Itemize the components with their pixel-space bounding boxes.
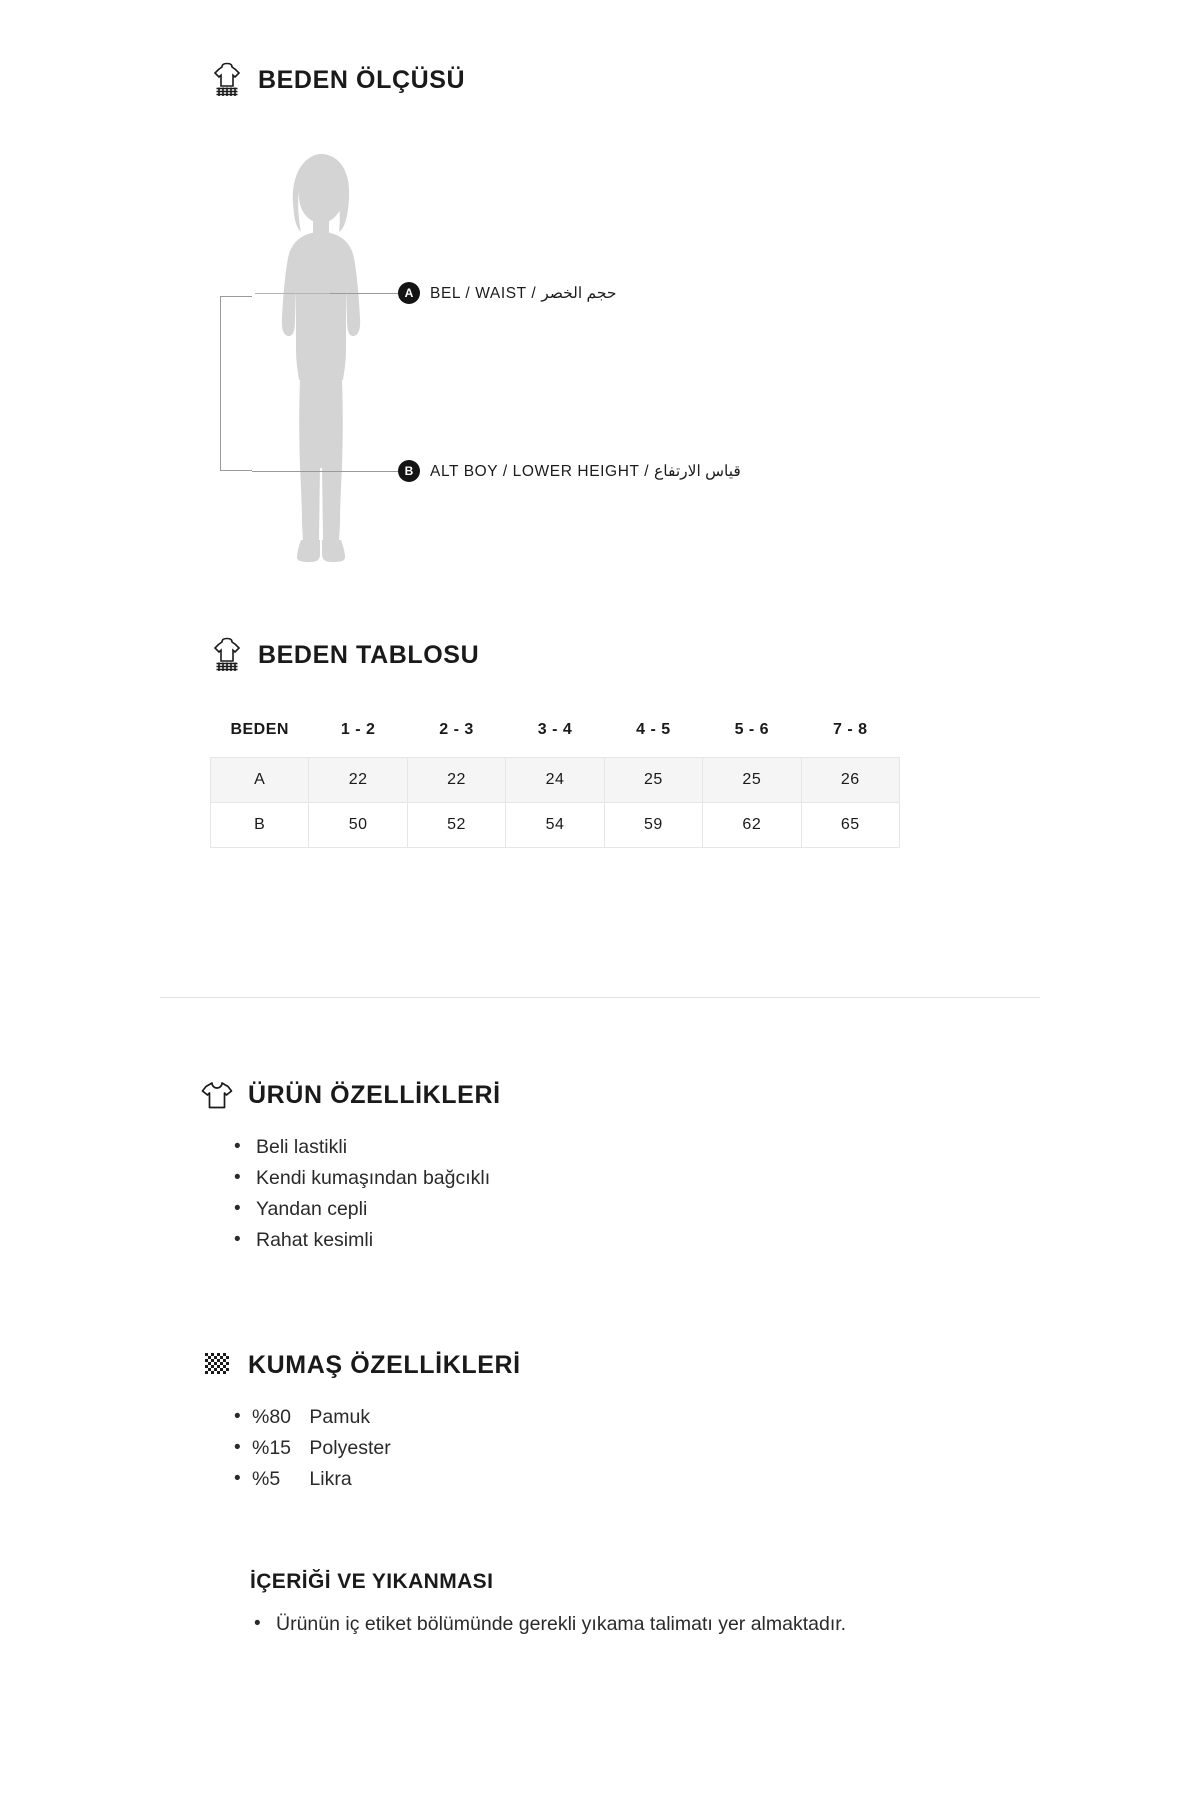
table-cell: 25 <box>703 758 801 803</box>
callout-a <box>398 282 616 304</box>
fabric-percent: %5 <box>252 1468 281 1490</box>
table-cell: 26 <box>801 758 899 803</box>
size-measure-heading <box>210 60 1030 100</box>
fabric-features-section <box>200 1345 1020 1496</box>
list-item <box>230 1403 1020 1432</box>
marker-a: A <box>398 282 420 304</box>
care-list <box>250 1610 1070 1639</box>
tshirt-icon <box>200 1075 234 1115</box>
child-silhouette <box>255 148 385 568</box>
fabric-name: Polyester <box>309 1437 391 1459</box>
table-header-cell: 4 - 5 <box>636 721 671 738</box>
table-row <box>211 803 900 848</box>
table-row <box>211 758 900 803</box>
table-cell: 65 <box>801 803 899 848</box>
size-table <box>210 713 900 848</box>
list-item <box>230 1465 1020 1494</box>
fabric-features-heading <box>200 1345 1020 1385</box>
lower-height-brace <box>220 296 252 471</box>
table-cell: 54 <box>506 803 604 848</box>
table-cell: 62 <box>703 803 801 848</box>
care-title: İÇERİĞİ VE YIKANMASI <box>250 1570 494 1593</box>
table-cell: 22 <box>309 758 407 803</box>
fabric-features-title: KUMAŞ ÖZELLİKLERİ <box>248 1350 521 1379</box>
fabric-percent: %80 <box>252 1406 292 1428</box>
product-features-section <box>200 1075 1020 1257</box>
kids-shirt-icon <box>210 635 244 675</box>
leader-a <box>330 293 405 294</box>
list-item: • Yandan cepli <box>230 1195 1020 1224</box>
table-header-row <box>211 713 900 758</box>
callout-b-label: ALT BOY / LOWER HEIGHT / قياس الارتفاع <box>430 462 741 480</box>
table-header-cell: 2 - 3 <box>439 721 474 738</box>
table-cell: 22 <box>407 758 505 803</box>
product-features-heading <box>200 1075 1020 1115</box>
leader-b <box>252 471 404 472</box>
list-item: • Ürünün iç etiket bölümünde gerekli yıkama talimatı yer almaktadır. <box>250 1610 870 1639</box>
row-label: B <box>211 803 309 848</box>
table-header-cell: 7 - 8 <box>833 721 868 738</box>
kids-shirt-icon <box>210 60 244 100</box>
measurement-diagram <box>210 148 1030 568</box>
list-item <box>230 1434 1020 1463</box>
callout-b <box>398 460 741 482</box>
fabric-percent: %15 <box>252 1437 292 1459</box>
fabric-swatch-icon <box>200 1345 234 1385</box>
row-label: A <box>211 758 309 803</box>
list-item: • Beli lastikli <box>230 1133 1020 1162</box>
section-divider <box>160 997 1040 998</box>
care-section <box>250 1570 1070 1641</box>
product-features-list <box>200 1133 1020 1255</box>
fabric-name: Likra <box>309 1468 352 1490</box>
table-header-cell: BEDEN <box>230 721 289 738</box>
list-item: • Rahat kesimli <box>230 1226 1020 1255</box>
fabric-name: Pamuk <box>309 1406 371 1428</box>
size-measure-title: BEDEN ÖLÇÜSÜ <box>258 65 466 94</box>
marker-b: B <box>398 460 420 482</box>
list-item: • Kendi kumaşından bağcıklı <box>230 1164 1020 1193</box>
size-table-title: BEDEN TABLOSU <box>258 640 480 669</box>
table-cell: 25 <box>604 758 702 803</box>
table-cell: 50 <box>309 803 407 848</box>
table-header-cell: 5 - 6 <box>734 721 770 738</box>
fabric-features-list <box>200 1403 1020 1494</box>
table-cell: 24 <box>506 758 604 803</box>
table-header-cell: 3 - 4 <box>537 721 573 738</box>
size-measure-section <box>210 60 1030 568</box>
callout-a-label: BEL / WAIST / حجم الخصر <box>430 284 617 302</box>
product-features-title: ÜRÜN ÖZELLİKLERİ <box>248 1080 501 1109</box>
size-table-heading <box>210 635 1030 675</box>
table-cell: 52 <box>407 803 505 848</box>
size-table-section <box>210 635 1030 848</box>
table-cell: 59 <box>604 803 702 848</box>
table-header-cell: 1 - 2 <box>340 721 376 738</box>
